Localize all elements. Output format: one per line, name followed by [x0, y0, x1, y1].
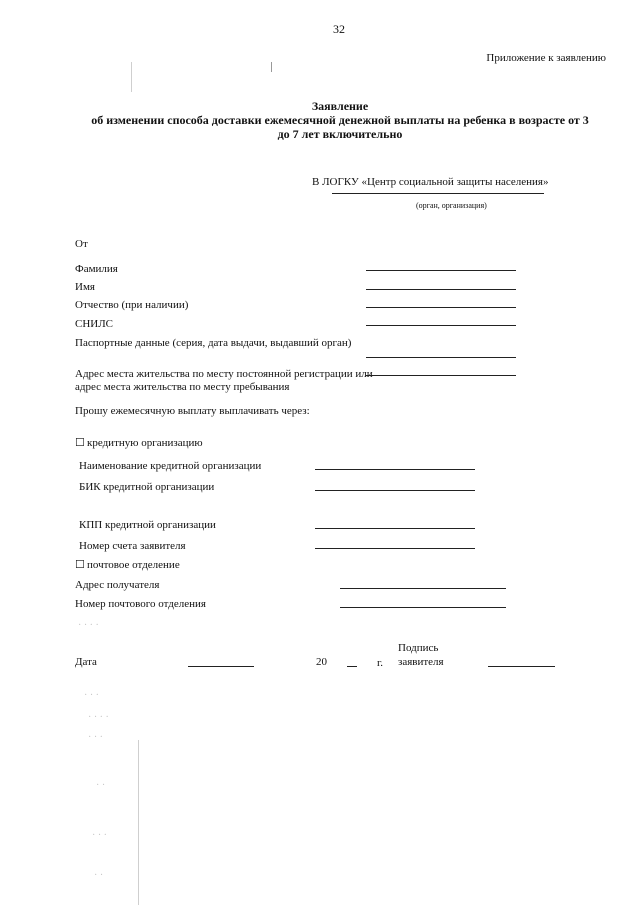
signature-label-continued: заявителя — [398, 656, 444, 668]
signature-field[interactable] — [488, 666, 555, 667]
year-prefix: 20 — [316, 656, 327, 668]
bik-field[interactable] — [315, 490, 475, 491]
year-suffix: г. — [377, 657, 384, 669]
addressee: В ЛОГКУ «Центр социальной защиты населения» — [312, 176, 549, 188]
snils-label: СНИЛС — [75, 318, 114, 330]
scan-artifact — [271, 62, 272, 72]
recipient-address-field[interactable] — [340, 588, 506, 589]
passport-label: Паспортные данные (серия, дата выдачи, выдавший орган) — [75, 337, 352, 349]
addressee-caption: (орган, организация) — [416, 201, 487, 210]
bank-name-label: Наименование кредитной организации — [79, 460, 262, 472]
document-title: Заявление — [311, 99, 369, 113]
passport-field[interactable] — [366, 357, 516, 358]
scan-artifact — [131, 62, 132, 92]
address-label: Адрес места жительства по месту постоянной регистрации или — [75, 368, 373, 380]
name-field[interactable] — [366, 289, 516, 290]
scan-artifact: · · — [94, 870, 104, 881]
credit-option-checkbox[interactable]: ☐ — [75, 437, 85, 449]
surname-label: Фамилия — [75, 263, 118, 275]
signature-label: Подпись — [398, 642, 439, 654]
year-field[interactable] — [347, 666, 357, 667]
scan-artifact: · · · — [92, 830, 107, 841]
account-field[interactable] — [315, 548, 475, 549]
document-subtitle-continued: до 7 лет включительно — [277, 127, 403, 141]
date-label: Дата — [75, 656, 97, 668]
addressee-line — [332, 193, 544, 194]
account-label: Номер счета заявителя — [79, 540, 186, 552]
document-subtitle: об изменении способа доставки ежемесячной денежной выплаты на ребенка в возрасте от 3 — [91, 113, 589, 127]
bank-name-field[interactable] — [315, 469, 475, 470]
page-number: 32 — [333, 22, 345, 36]
scan-artifact: · · · · — [88, 712, 109, 723]
scan-artifact: · · · · — [78, 620, 99, 631]
address-field[interactable] — [366, 375, 516, 376]
post-office-number-label: Номер почтового отделения — [75, 598, 206, 610]
post-option-checkbox[interactable]: ☐ — [75, 559, 85, 571]
credit-option-label: кредитную организацию — [87, 437, 203, 449]
kpp-field[interactable] — [315, 528, 475, 529]
scan-artifact: · · — [96, 780, 106, 791]
scan-artifact: · · · — [84, 690, 99, 701]
surname-field[interactable] — [366, 270, 516, 271]
address-label-continued: адрес места жительства по месту пребывания — [75, 381, 290, 393]
kpp-label: КПП кредитной организации — [79, 519, 216, 531]
scan-artifact — [138, 740, 139, 905]
bik-label: БИК кредитной организации — [79, 481, 215, 493]
recipient-address-label: Адрес получателя — [75, 579, 160, 591]
from-label: От — [75, 238, 88, 250]
snils-field[interactable] — [366, 325, 516, 326]
patronymic-label: Отчество (при наличии) — [75, 299, 189, 311]
request-text: Прошу ежемесячную выплату выплачивать через: — [75, 405, 310, 417]
post-option-label: почтовое отделение — [87, 559, 180, 571]
date-field[interactable] — [188, 666, 254, 667]
name-label: Имя — [75, 281, 95, 293]
appendix-label: Приложение к заявлению — [486, 52, 606, 64]
patronymic-field[interactable] — [366, 307, 516, 308]
scan-artifact: · · · — [88, 732, 103, 743]
post-office-number-field[interactable] — [340, 607, 506, 608]
